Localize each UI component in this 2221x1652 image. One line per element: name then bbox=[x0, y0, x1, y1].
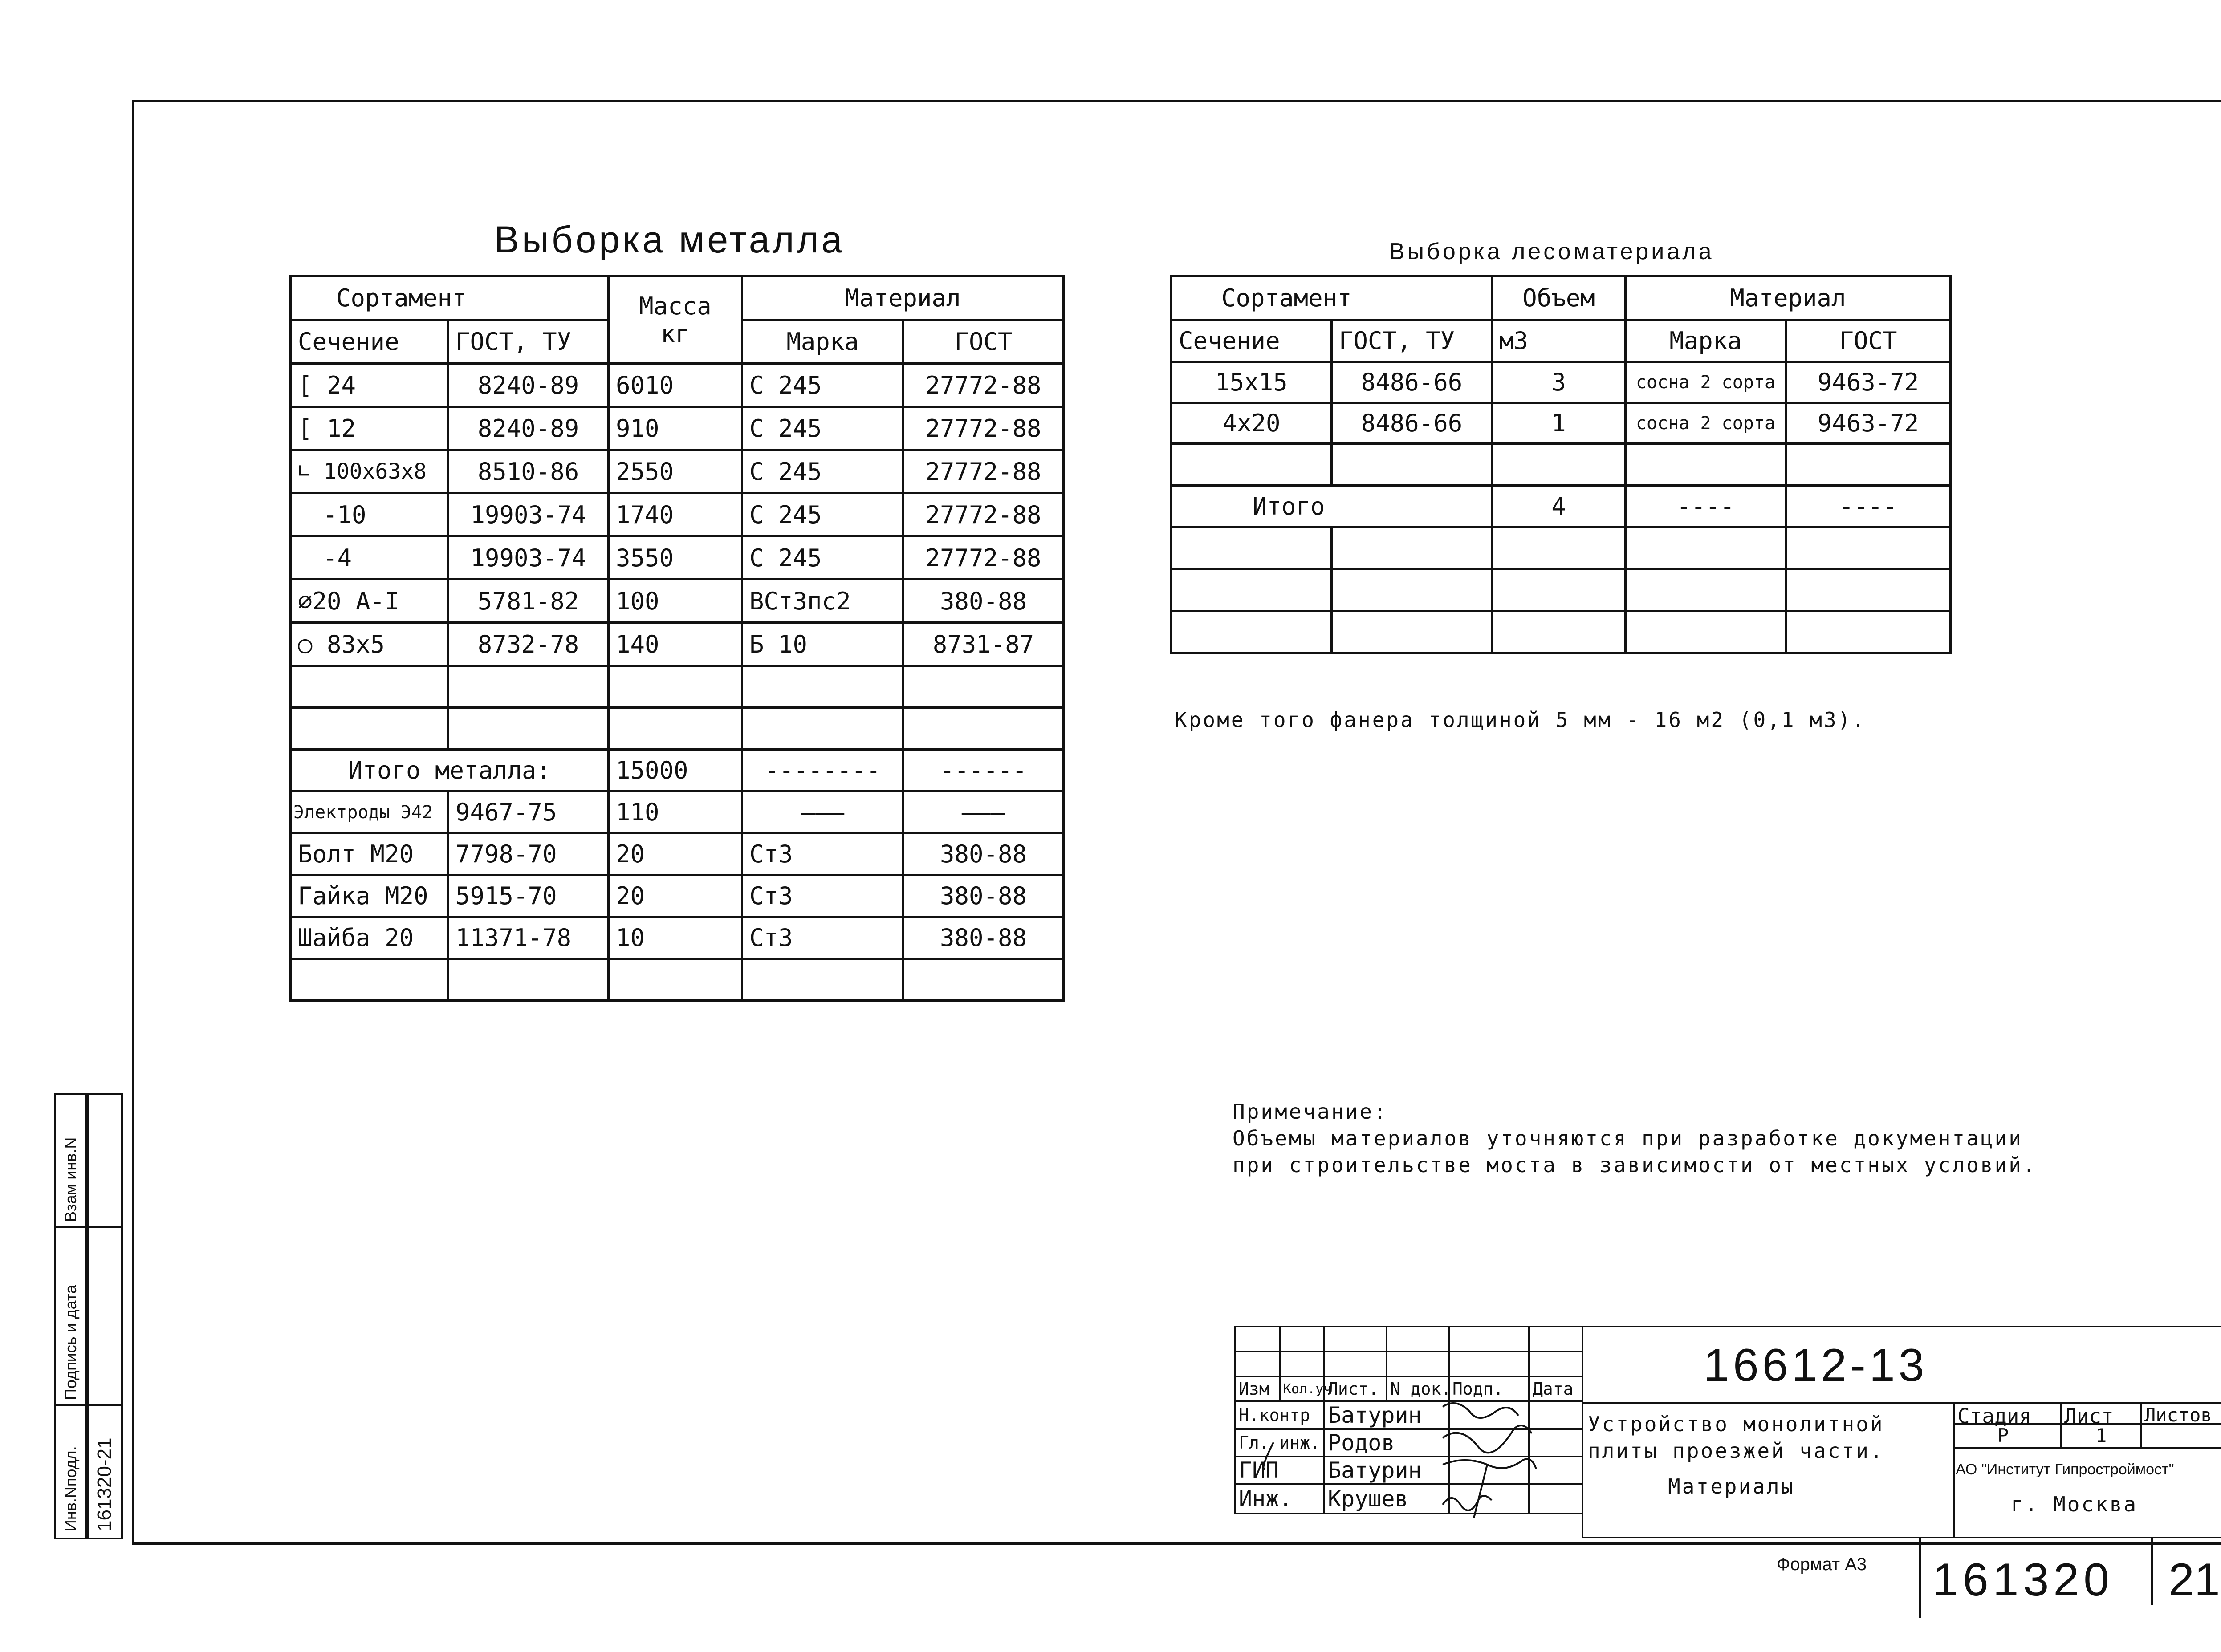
wood-total-row bbox=[1172, 486, 1951, 528]
stamp-org-1: АО "Институт Гипростроймост" bbox=[1956, 1461, 2174, 1478]
stamp-h-ndok: N док. bbox=[1387, 1376, 1449, 1401]
cell: 27772-88 bbox=[903, 493, 1064, 536]
cell: ---- bbox=[1786, 486, 1951, 528]
wood-h-gost: ГОСТ bbox=[1786, 320, 1951, 362]
cell: -4 bbox=[291, 536, 448, 580]
stamp-role: Гл. инж. bbox=[1235, 1429, 1324, 1457]
table-row bbox=[291, 833, 1064, 875]
wood-h-obem: Объем bbox=[1492, 276, 1626, 320]
cell: сосна 2 сорта bbox=[1626, 403, 1786, 444]
stamp-desc-3: Материалы bbox=[1668, 1474, 1795, 1498]
cell: 27772-88 bbox=[903, 407, 1064, 450]
cell: ○ 83x5 bbox=[291, 623, 448, 666]
cell: 5781-82 bbox=[448, 580, 609, 623]
metal-h-gost: ГОСТ bbox=[903, 320, 1064, 364]
signature-3 bbox=[1443, 1459, 1536, 1518]
signatures bbox=[1202, 1398, 1558, 1540]
cell: ---- bbox=[1626, 486, 1786, 528]
table-row bbox=[291, 536, 1064, 580]
stamp-role: ГИП bbox=[1235, 1457, 1324, 1484]
table-row bbox=[291, 917, 1064, 959]
table-row bbox=[1172, 362, 1951, 403]
side-inv-value: 161320-21 bbox=[94, 1437, 115, 1531]
cell: С 245 bbox=[742, 364, 903, 407]
wood-total-vol: 4 bbox=[1492, 486, 1626, 528]
cell: 1 bbox=[1492, 403, 1626, 444]
note-line-2: при строительстве моста в зависимости от местных условий. bbox=[1233, 1153, 2037, 1177]
cell: ——— bbox=[903, 791, 1064, 833]
cell: 380-88 bbox=[903, 580, 1064, 623]
stamp-name: Крушев bbox=[1324, 1484, 1449, 1514]
cell: 8732-78 bbox=[448, 623, 609, 666]
metal-h-gost-tu: ГОСТ, ТУ bbox=[448, 320, 609, 364]
stamp-right bbox=[1582, 1326, 2221, 1538]
cell: 8731-87 bbox=[903, 623, 1064, 666]
metal-table bbox=[289, 275, 1065, 1002]
cell: Б 10 bbox=[742, 623, 903, 666]
stamp-list: 1 bbox=[2095, 1425, 2107, 1446]
cell: 9467-75 bbox=[448, 791, 609, 833]
stamp-name: Батурин bbox=[1324, 1457, 1449, 1484]
cell: С 245 bbox=[742, 450, 903, 493]
metal-h-material: Материал bbox=[742, 276, 1064, 320]
cell: С 245 bbox=[742, 536, 903, 580]
table-row bbox=[291, 580, 1064, 623]
metal-h-massa: Масса кг bbox=[609, 276, 742, 364]
stamp-h-list: Лист. bbox=[1324, 1376, 1387, 1401]
wood-h-sortament: Сортамент bbox=[1172, 276, 1492, 320]
table-row-empty bbox=[1172, 444, 1951, 486]
table-row-empty bbox=[291, 708, 1064, 750]
table-row bbox=[291, 623, 1064, 666]
wood-title: Выборка лесоматериала bbox=[1389, 239, 1714, 264]
divider bbox=[2151, 1538, 2153, 1605]
cell: 3550 bbox=[609, 536, 742, 580]
sheet-index: 21 bbox=[2168, 1554, 2220, 1606]
cell: 2550 bbox=[609, 450, 742, 493]
table-row bbox=[1172, 403, 1951, 444]
cell: ------ bbox=[903, 750, 1064, 791]
stamp-desc-2: плиты проезжей части. bbox=[1588, 1439, 1884, 1463]
stamp-h-listov: Листов bbox=[2144, 1404, 2212, 1426]
cell: Ст3 bbox=[742, 917, 903, 959]
cell: 380-88 bbox=[903, 875, 1064, 917]
cell: ВСт3пс2 bbox=[742, 580, 903, 623]
cell: 11371-78 bbox=[448, 917, 609, 959]
metal-total-mass: 15000 bbox=[609, 750, 742, 791]
table-row bbox=[291, 791, 1064, 833]
stamp-role: Н.контр bbox=[1235, 1401, 1324, 1429]
cell: 8240-89 bbox=[448, 407, 609, 450]
cell: С 245 bbox=[742, 493, 903, 536]
table-row-empty bbox=[291, 666, 1064, 708]
table-row-empty bbox=[1172, 611, 1951, 653]
cell: Электроды Э42 bbox=[291, 791, 448, 833]
cell: С 245 bbox=[742, 407, 903, 450]
side-stamp bbox=[54, 1093, 121, 1536]
cell: [ 24 bbox=[291, 364, 448, 407]
signature-4 bbox=[1443, 1496, 1492, 1510]
divider bbox=[1919, 1538, 1921, 1618]
side-inv-label: Инв.Nподл. bbox=[61, 1446, 80, 1531]
cell: 8486-66 bbox=[1332, 403, 1492, 444]
metal-h-sortament: Сортамент bbox=[291, 276, 609, 320]
sheet-number: 161320 bbox=[1932, 1554, 2114, 1606]
cell: -------- bbox=[742, 750, 903, 791]
stamp-org-2: г. Москва bbox=[2011, 1492, 2138, 1516]
wood-h-m3: м3 bbox=[1492, 320, 1626, 362]
stamp-code: 16612-13 bbox=[1704, 1339, 1928, 1391]
cell: 110 bbox=[609, 791, 742, 833]
metal-h-marka: Марка bbox=[742, 320, 903, 364]
cell: ∅20 А-I bbox=[291, 580, 448, 623]
cell: 27772-88 bbox=[903, 450, 1064, 493]
cell: 6010 bbox=[609, 364, 742, 407]
stamp-name: Батурин bbox=[1324, 1401, 1449, 1429]
cell: 19903-74 bbox=[448, 493, 609, 536]
cell: Ст3 bbox=[742, 833, 903, 875]
cell: 9463-72 bbox=[1786, 403, 1951, 444]
stamp-h-data: Дата bbox=[1529, 1376, 1582, 1401]
stamp-stadiya: Р bbox=[1997, 1425, 2009, 1446]
note-line-1: Объемы материалов уточняются при разработке документации bbox=[1233, 1126, 2023, 1150]
table-row bbox=[291, 493, 1064, 536]
cell: Болт М20 bbox=[291, 833, 448, 875]
cell: 8486-66 bbox=[1332, 362, 1492, 403]
cell: 100 bbox=[609, 580, 742, 623]
table-row bbox=[291, 407, 1064, 450]
stamp-role: Инж. bbox=[1235, 1484, 1324, 1514]
cell: 20 bbox=[609, 833, 742, 875]
side-vzam-label: Взам инв.N bbox=[61, 1137, 80, 1222]
cell: 19903-74 bbox=[448, 536, 609, 580]
wood-footnote: Кроме того фанера толщиной 5 мм - 16 м2 (0,1 м3). bbox=[1175, 708, 1867, 732]
stamp-h-podp: Подп. bbox=[1449, 1376, 1529, 1401]
stamp-h-stadiya: Стадия bbox=[1957, 1404, 2032, 1428]
stamp-desc-1: Устройство монолитной bbox=[1588, 1412, 1884, 1436]
wood-h-marka: Марка bbox=[1626, 320, 1786, 362]
wood-h-sechenie: Сечение bbox=[1172, 320, 1332, 362]
signature-1 bbox=[1443, 1403, 1518, 1418]
metal-total-label: Итого металла: bbox=[291, 750, 609, 791]
cell: сосна 2 сорта bbox=[1626, 362, 1786, 403]
cell: Шайба 20 bbox=[291, 917, 448, 959]
cell: 8240-89 bbox=[448, 364, 609, 407]
cell: 5915-70 bbox=[448, 875, 609, 917]
metal-h-sechenie: Сечение bbox=[291, 320, 448, 364]
cell: 15x15 bbox=[1172, 362, 1332, 403]
table-row bbox=[291, 875, 1064, 917]
cell: 20 bbox=[609, 875, 742, 917]
note-title: Примечание: bbox=[1233, 1100, 1388, 1124]
table-row-empty bbox=[1172, 569, 1951, 611]
cell: Ст3 bbox=[742, 875, 903, 917]
metal-title: Выборка металла bbox=[494, 219, 845, 260]
cell: 4x20 bbox=[1172, 403, 1332, 444]
wood-table bbox=[1170, 275, 1952, 654]
stamp-h-kol: Кол.уч bbox=[1280, 1376, 1324, 1401]
cell: 140 bbox=[609, 623, 742, 666]
cell: 380-88 bbox=[903, 917, 1064, 959]
wood-total-label: Итого bbox=[1172, 486, 1492, 528]
cell: -10 bbox=[291, 493, 448, 536]
cell: 7798-70 bbox=[448, 833, 609, 875]
cell: Гайка М20 bbox=[291, 875, 448, 917]
cell: 27772-88 bbox=[903, 536, 1064, 580]
wood-h-gost-tu: ГОСТ, ТУ bbox=[1332, 320, 1492, 362]
table-row-empty bbox=[291, 959, 1064, 1001]
metal-total-row bbox=[291, 750, 1064, 791]
cell: ——— bbox=[742, 791, 903, 833]
stamp-h-list2: Лист bbox=[2064, 1404, 2114, 1428]
cell: 910 bbox=[609, 407, 742, 450]
cell: 10 bbox=[609, 917, 742, 959]
wood-h-material: Материал bbox=[1626, 276, 1951, 320]
side-podpis-label: Подпись и дата bbox=[61, 1285, 80, 1400]
cell: [ 12 bbox=[291, 407, 448, 450]
table-row bbox=[291, 364, 1064, 407]
cell: ∟ 100x63x8 bbox=[291, 450, 448, 493]
cell: 1740 bbox=[609, 493, 742, 536]
cell: 27772-88 bbox=[903, 364, 1064, 407]
format-label: Формат А3 bbox=[1777, 1555, 1867, 1574]
cell: 3 bbox=[1492, 362, 1626, 403]
cell: 9463-72 bbox=[1786, 362, 1951, 403]
stamp-h-izm: Изм bbox=[1235, 1376, 1280, 1401]
table-row-empty bbox=[1172, 528, 1951, 569]
table-row bbox=[291, 450, 1064, 493]
signature-2 bbox=[1264, 1425, 1532, 1469]
cell: 8510-86 bbox=[448, 450, 609, 493]
stamp-name: Родов bbox=[1324, 1429, 1449, 1457]
cell: 380-88 bbox=[903, 833, 1064, 875]
